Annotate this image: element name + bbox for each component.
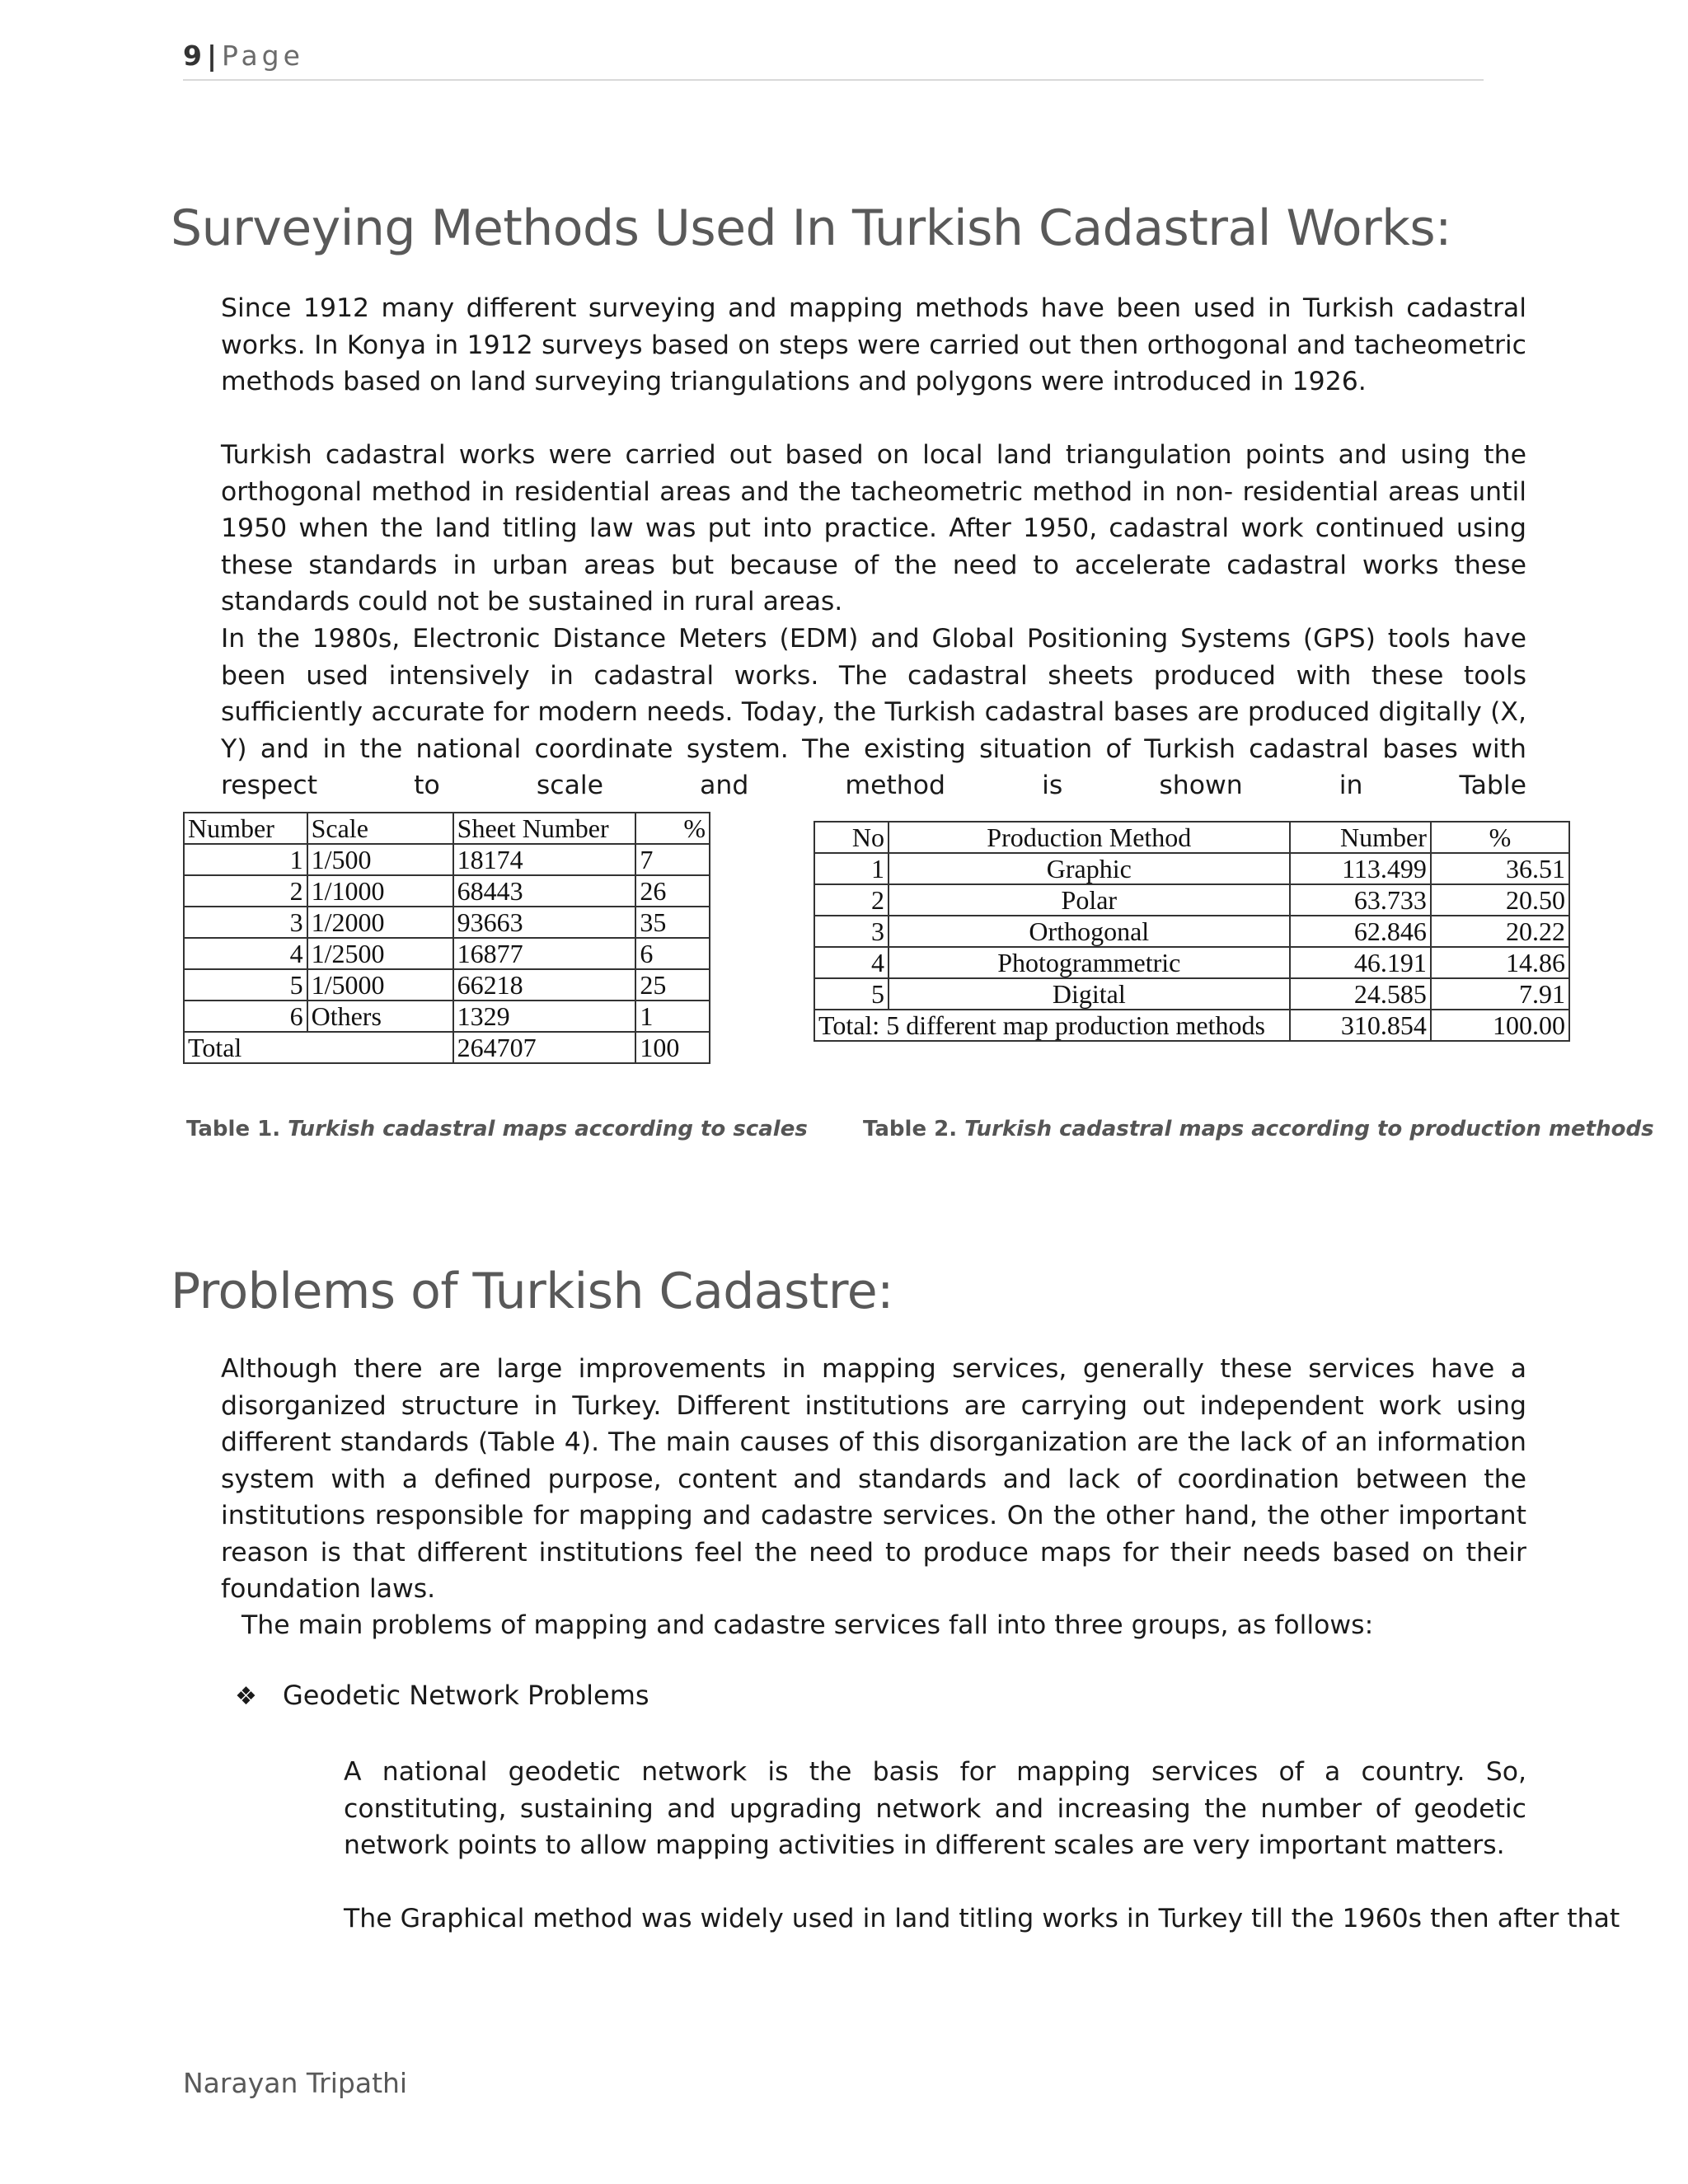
table-row xyxy=(814,947,1569,978)
bullet-geodetic-network xyxy=(235,1680,649,1711)
table-cell: 113.499 xyxy=(1290,853,1431,884)
paragraph-graphical-method: The Graphical method was widely used in land titling works in Turkey till the 1960s then after that xyxy=(344,1904,1620,1933)
table-cell: 26 xyxy=(635,875,710,907)
table1-caption xyxy=(186,1117,808,1141)
table-cell: 1 xyxy=(814,853,889,884)
table-cell: Polar xyxy=(889,884,1290,916)
paragraph-edm-gps: In the 1980s, Electronic Distance Meters (EDM) and Global Positioning Systems (GPS) tools have been used intensively in cadastral works. The cadastral sheets produced with these tools sufficiently accurate for modern needs. Today, the Turkish cadastral bases are produced digitally (X, Y) and in the national coordinate system. The existing situation of Turkish cadastral bases with respect to scale and method is shown in Table xyxy=(221,624,1526,800)
table-cell: 1/500 xyxy=(307,844,453,875)
table-cell: 1 xyxy=(184,844,307,875)
table-cell: Others xyxy=(307,1001,453,1032)
table-header-cell: % xyxy=(1431,822,1569,853)
table-cell: 62.846 xyxy=(1290,916,1431,947)
table-cell: 66218 xyxy=(453,969,636,1001)
table-total-row xyxy=(814,1010,1569,1041)
paragraph-local-triangulation: Turkish cadastral works were carried out based on local land triangulation points and using the orthogonal method in residential areas and the tacheometric method in non- residential areas until 1950 when the land titling law was put into practice. After 1950, cadastral work continued using these standards in urban areas but because of the need to accelerate cadastral works these standards could not be sustained in rural areas. xyxy=(221,440,1526,616)
table-total-row xyxy=(184,1032,710,1063)
table-total-cell: 100.00 xyxy=(1431,1010,1569,1041)
paragraph-three-groups: The main problems of mapping and cadastre services fall into three groups, as follows: xyxy=(241,1610,1374,1640)
table-cell: 6 xyxy=(635,938,710,969)
table-cell: 1/5000 xyxy=(307,969,453,1001)
table-cell: 46.191 xyxy=(1290,947,1431,978)
table-header-row xyxy=(184,813,710,844)
table-cell: 63.733 xyxy=(1290,884,1431,916)
caption-label: Table 2. xyxy=(863,1117,958,1141)
table-cell: 16877 xyxy=(453,938,636,969)
table-cell: 93663 xyxy=(453,907,636,938)
table-cell: 1329 xyxy=(453,1001,636,1032)
table-row xyxy=(184,969,710,1001)
table-cell: 3 xyxy=(814,916,889,947)
table-row xyxy=(814,916,1569,947)
table-cell: Photogrammetric xyxy=(889,947,1290,978)
caption-label: Table 1. xyxy=(186,1117,281,1141)
table-cell: 20.22 xyxy=(1431,916,1569,947)
table-total-cell: 100 xyxy=(635,1032,710,1063)
page-header xyxy=(183,40,1484,81)
table-cell: 18174 xyxy=(453,844,636,875)
table-row xyxy=(184,907,710,938)
table-cell: 36.51 xyxy=(1431,853,1569,884)
table-row xyxy=(184,844,710,875)
table2-caption xyxy=(863,1117,1654,1141)
table-header-cell: No xyxy=(814,822,889,853)
paragraph-disorganization: Although there are large improvements in mapping services, generally these services have a disorganized structure in Turkey. Different institutions are carrying out independent work using different standards (Table 4). The main causes of this disorganization are the lack of an information system with a defined purpose, content and standards and lack of coordination between the institutions responsible for mapping and cadastre services. On the other hand, the other important reason is that different institutions feel the need to produce maps for their needs based on their foundation laws. xyxy=(221,1354,1526,1604)
table-cell: 4 xyxy=(814,947,889,978)
section-title-surveying-methods: Surveying Methods Used In Turkish Cadastral Works: xyxy=(171,199,1451,257)
caption-text: Turkish cadastral maps according to production methods xyxy=(964,1117,1654,1141)
table-cell: 3 xyxy=(184,907,307,938)
page-word: Page xyxy=(222,40,304,72)
table-cell: 4 xyxy=(184,938,307,969)
table-cell: Digital xyxy=(889,978,1290,1010)
table-cell: 7.91 xyxy=(1431,978,1569,1010)
table-row xyxy=(814,853,1569,884)
table-row xyxy=(184,938,710,969)
paragraph-geodetic-network: A national geodetic network is the basis for mapping services of a country. So, constituting, sustaining and upgrading network and increasing the number of geodetic network points to allow mapping activities in different scales are very important matters. xyxy=(344,1757,1526,1860)
table-header-cell: % xyxy=(635,813,710,844)
table-cell: 20.50 xyxy=(1431,884,1569,916)
table-cell: 7 xyxy=(635,844,710,875)
table-cell: 1/1000 xyxy=(307,875,453,907)
page-number: 9 xyxy=(183,40,202,72)
table-cell: 1/2000 xyxy=(307,907,453,938)
table-cell: 2 xyxy=(184,875,307,907)
diamond-bullet-icon: ❖ xyxy=(235,1682,257,1711)
table-cell: Graphic xyxy=(889,853,1290,884)
table-scales xyxy=(183,812,710,1064)
table-row xyxy=(184,875,710,907)
footer-author: Narayan Tripathi xyxy=(183,2067,408,2099)
table-row xyxy=(814,884,1569,916)
table-row xyxy=(184,1001,710,1032)
table-cell: 6 xyxy=(184,1001,307,1032)
table-row xyxy=(814,978,1569,1010)
table-cell: 2 xyxy=(814,884,889,916)
bullet-label: Geodetic Network Problems xyxy=(283,1680,649,1711)
table-cell: 5 xyxy=(184,969,307,1001)
table-total-cell: 264707 xyxy=(453,1032,636,1063)
table-header-cell: Sheet Number xyxy=(453,813,636,844)
table-header-cell: Number xyxy=(184,813,307,844)
table-cell: 25 xyxy=(635,969,710,1001)
paragraph-history: Since 1912 many different surveying and mapping methods have been used in Turkish cadastral works. In Konya in 1912 surveys based on steps were carried out then orthogonal and tacheometric methods based on land surveying triangulations and polygons were introduced in 1926. xyxy=(221,293,1526,396)
table-total-label: Total: 5 different map production methods xyxy=(814,1010,1290,1041)
table-cell: 14.86 xyxy=(1431,947,1569,978)
table-cell: 1/2500 xyxy=(307,938,453,969)
table-total-cell: 310.854 xyxy=(1290,1010,1431,1041)
table-cell: 35 xyxy=(635,907,710,938)
table-header-row xyxy=(814,822,1569,853)
table-header-cell: Number xyxy=(1290,822,1431,853)
section-title-problems: Problems of Turkish Cadastre: xyxy=(171,1263,893,1320)
header-separator: | xyxy=(206,40,218,72)
table-header-cell: Scale xyxy=(307,813,453,844)
table-cell: 5 xyxy=(814,978,889,1010)
table-production-methods xyxy=(814,821,1570,1042)
table-header-cell: Production Method xyxy=(889,822,1290,853)
table-cell: 24.585 xyxy=(1290,978,1431,1010)
table-cell: 68443 xyxy=(453,875,636,907)
table-cell: 1 xyxy=(635,1001,710,1032)
table-total-label: Total xyxy=(184,1032,453,1063)
table-cell: Orthogonal xyxy=(889,916,1290,947)
caption-text: Turkish cadastral maps according to scales xyxy=(288,1117,808,1141)
